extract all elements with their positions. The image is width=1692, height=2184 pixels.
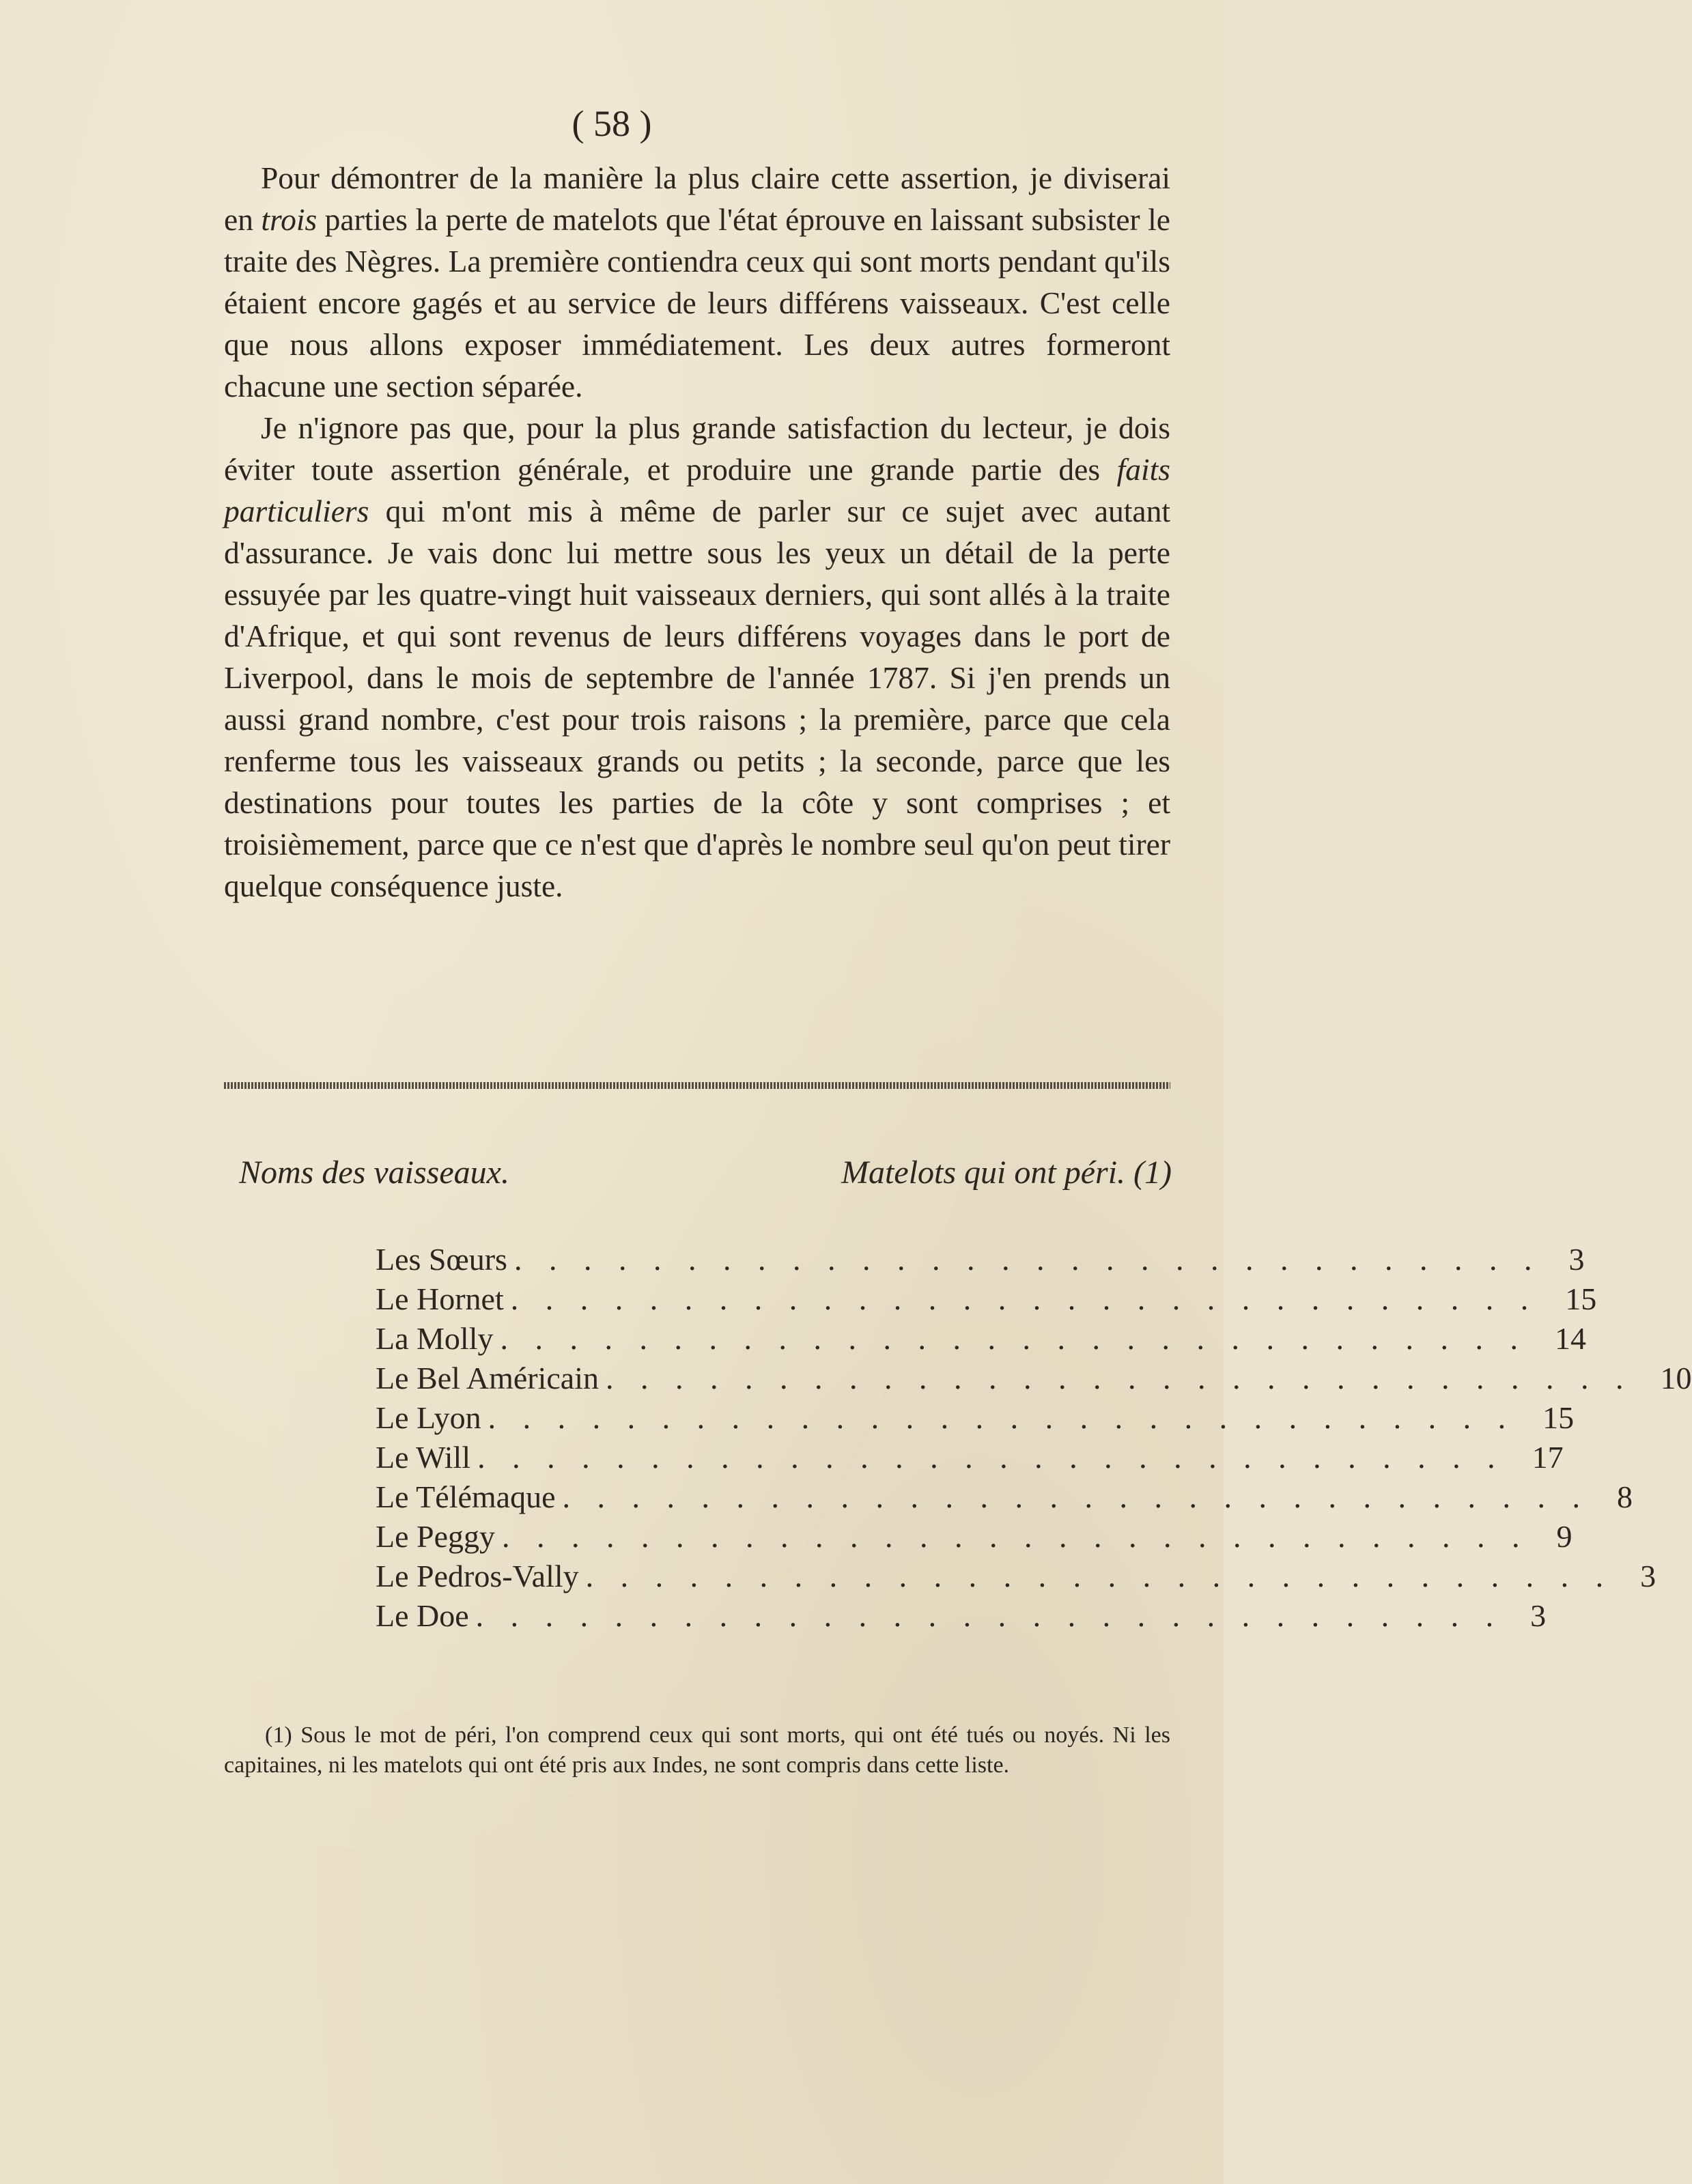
table-row [376,1558,1656,1598]
ornamental-rule [224,1082,1170,1089]
dot-leader: . . . . . . . . . . . . . . . . . . . . . . . . . . . . . . [606,1361,1633,1395]
paragraph-text: Je n'ignore pas que, pour la plus grande satisfaction du lecteur, je dois éviter toute assertion générale, et produire une grande partie des [224,410,1170,487]
sailors-lost-count: 3 [1530,1598,1547,1633]
ship-name: Le Hornet [376,1281,504,1316]
ship-name: Le Lyon [376,1400,481,1435]
ship-list [376,1241,1692,1637]
sailors-lost-count: 15 [1542,1400,1575,1435]
table-row [376,1320,1586,1360]
column-header-sailors: Matelots qui ont péri. (1) [841,1154,1172,1191]
body-text [224,157,1170,907]
sailors-lost-count: 10 [1660,1361,1692,1395]
italic-text: trois [261,202,318,237]
table-row [376,1439,1564,1479]
table-row [376,1400,1575,1439]
ship-name: Le Peggy [376,1519,496,1554]
table-row [376,1281,1597,1320]
ship-name: La Molly [376,1321,494,1356]
table-row [376,1479,1633,1518]
dot-leader: . . . . . . . . . . . . . . . . . . . . . . . . . . . . . . [510,1281,1538,1316]
ship-name: Le Pedros-Vally [376,1559,579,1593]
paragraph-text: Pour démontrer de la manière la plus claire cette assertion, je diviserai en [224,160,1170,237]
table-row [376,1241,1585,1281]
ship-name: Les Sœurs [376,1242,507,1277]
sailors-lost-count: 17 [1532,1440,1564,1475]
dot-leader: . . . . . . . . . . . . . . . . . . . . . . . . . . . . . . [475,1598,1504,1633]
ship-name: Le Bel Américain [376,1361,599,1395]
table-row [376,1598,1547,1637]
paragraph-text: parties la perte de matelots que l'état éprouve en laissant subsister le traite des Nègres. La première contiendra ceux qui sont morts pendant qu'ils étaient encore gagés et au service de leurs différens vaisseaux. C'est celle que nous allons exposer immédiatement. Les deux autres formeront chacune une section séparée. [224,202,1170,403]
dot-leader: . . . . . . . . . . . . . . . . . . . . . . . . . . . . . . [500,1321,1527,1356]
sailors-lost-count: 14 [1554,1321,1586,1356]
dot-leader: . . . . . . . . . . . . . . . . . . . . . . . . . . . . . . [502,1519,1529,1554]
paragraph [224,407,1170,907]
ship-name: Le Doe [376,1598,469,1633]
paragraph [224,157,1170,407]
dot-leader: . . . . . . . . . . . . . . . . . . . . . . . . . . . . . . [585,1559,1613,1593]
paragraph-text: qui m'ont mis à même de parler sur ce sujet avec autant d'assurance. Je vais donc lui mettre sous les yeux un détail de la perte essuyée par les quatre-vingt huit vaisseaux derniers, qui sont allés à la traite d'Afrique, et qui sont revenus de leurs différens voyages dans le port de Liverpool, dans le mois de septembre de l'année 1787. Si j'en prends un aussi grand nombre, c'est pour trois raisons ; la première, parce que cela renferme tous les vaisseaux grands ou petits ; la seconde, parce que les destinations pour toutes les parties de la côte y sont comprises ; et troisièmement, parce que ce n'est que d'après le nombre seul qu'on peut tirer quelque conséquence juste. [224,494,1170,903]
dot-leader: . . . . . . . . . . . . . . . . . . . . . . . . . . . . . . [513,1242,1542,1277]
column-header-ships: Noms des vaisseaux. [239,1154,509,1191]
sailors-lost-count: 9 [1556,1519,1573,1554]
page-number: ( 58 ) [572,103,652,144]
table-row [376,1518,1573,1558]
ship-name: Le Télémaque [376,1479,556,1514]
dot-leader: . . . . . . . . . . . . . . . . . . . . . . . . . . . . . . [477,1440,1505,1475]
dot-leader: . . . . . . . . . . . . . . . . . . . . . . . . . . . . . . [488,1400,1516,1435]
footnote [224,1720,1170,1781]
ship-name: Le Will [376,1440,471,1475]
footnote-text: (1) Sous le mot de péri, l'on comprend ceux qui sont morts, qui ont été tués ou noyés. Ni les capitaines, ni les matelots qui ont été pris aux Indes, ne sont compris dans cette liste. [224,1722,1170,1778]
italic-text: faits particuliers [224,452,1170,528]
sailors-lost-count: 8 [1617,1479,1633,1514]
sailors-lost-count: 15 [1565,1281,1597,1316]
sailors-lost-count: 3 [1568,1242,1585,1277]
sailors-lost-count: 3 [1640,1559,1656,1593]
dot-leader: . . . . . . . . . . . . . . . . . . . . . . . . . . . . . . [562,1479,1590,1514]
table-row [376,1360,1692,1400]
